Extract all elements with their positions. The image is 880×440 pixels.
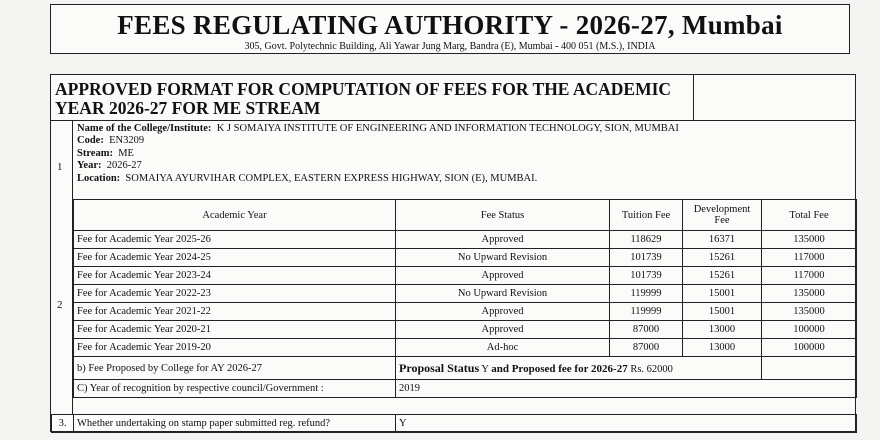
authority-header [50, 4, 850, 54]
recognition-row: C) Year of recognition by respective council/Government : 2019 [74, 380, 857, 398]
table-row: Fee for Academic Year 2019-20 Ad-hoc 87000 13000 100000 [74, 339, 857, 357]
location-value: SOMAIYA AYURVIHAR COMPLEX, EASTERN EXPRESS HIGHWAY, SION (E), MUMBAI. [125, 172, 538, 184]
format-title: APPROVED FORMAT FOR COMPUTATION OF FEES FOR THE ACADEMIC YEAR 2026-27 FOR ME STREAM [55, 79, 672, 118]
college-name-line: Name of the College/Institute: K J SOMAIYA INSTITUTE OF ENGINEERING AND INFORMATION TECHNOLOGY, SION, MUMBAI [77, 123, 679, 134]
stream-value: ME [118, 147, 134, 159]
table-row: Fee for Academic Year 2022-23 No Upward Revision 119999 15001 135000 [74, 285, 857, 303]
undertaking-table [51, 414, 857, 433]
proposed-fee-row: b) Fee Proposed by College for AY 2026-27 Proposal Status Y and Proposed fee for 2026-27 Rs. 62000 [74, 357, 857, 380]
table-row: Fee for Academic Year 2020-21 Approved 87000 13000 100000 [74, 321, 857, 339]
column-header: Tuition Fee [610, 200, 683, 231]
undertaking-value: Y [396, 415, 857, 433]
undertaking-label: Whether undertaking on stamp paper submitted reg. refund? [74, 415, 396, 433]
table-row: Fee for Academic Year 2025-26 Approved 118629 16371 135000 [74, 231, 857, 249]
location-line: Location: SOMAIYA AYURVIHAR COMPLEX, EASTERN EXPRESS HIGHWAY, SION (E), MUMBAI. [77, 172, 538, 184]
section-2-number: 2 [57, 299, 63, 311]
title-divider [693, 75, 694, 121]
table-row: Fee for Academic Year 2024-25 No Upward Revision 101739 15261 117000 [74, 249, 857, 267]
undertaking-row [52, 415, 857, 433]
table-row: Fee for Academic Year 2021-22 Approved 119999 15001 135000 [74, 303, 857, 321]
column-header: Development Fee [683, 200, 762, 231]
college-info [77, 123, 847, 185]
section-3-number: 3. [52, 415, 74, 433]
fee-computation-form [50, 74, 856, 432]
section-2-number-cell [51, 199, 73, 414]
authority-address: 305, Govt. Polytechnic Building, Ali Yawar Jung Marg, Bandra (E), Mumbai - 400 051 (M.S.), INDIA [244, 41, 656, 52]
year-value: 2026-27 [106, 160, 142, 172]
recognition-year: 2019 [396, 380, 857, 398]
fee-history-table [73, 199, 857, 398]
column-header: Academic Year [74, 200, 396, 231]
table-header-row [74, 200, 857, 231]
section-1-number-cell [51, 121, 73, 199]
authority-title: FEES REGULATING AUTHORITY - 2026-27, Mumbai [117, 10, 783, 40]
format-title-row [51, 75, 855, 121]
proposed-fee: Rs. 62000 [630, 363, 673, 375]
column-header: Fee Status [396, 200, 610, 231]
table-row: Fee for Academic Year 2023-24 Approved 101739 15261 117000 [74, 267, 857, 285]
year-line: Year: 2026-27 [77, 160, 142, 172]
proposed-fee-cell: Proposal Status Y and Proposed fee for 2026-27 Rs. 62000 [396, 357, 762, 380]
section-1-number: 1 [57, 161, 63, 173]
code-line: Code: EN3209 [77, 135, 145, 147]
college-code: EN3209 [109, 135, 145, 147]
stream-line: Stream: ME [77, 147, 134, 159]
proposal-status: Y [481, 363, 489, 375]
column-header: Total Fee [762, 200, 857, 231]
college-name: K J SOMAIYA INSTITUTE OF ENGINEERING AND INFORMATION TECHNOLOGY, SION, MUMBAI [216, 123, 679, 134]
